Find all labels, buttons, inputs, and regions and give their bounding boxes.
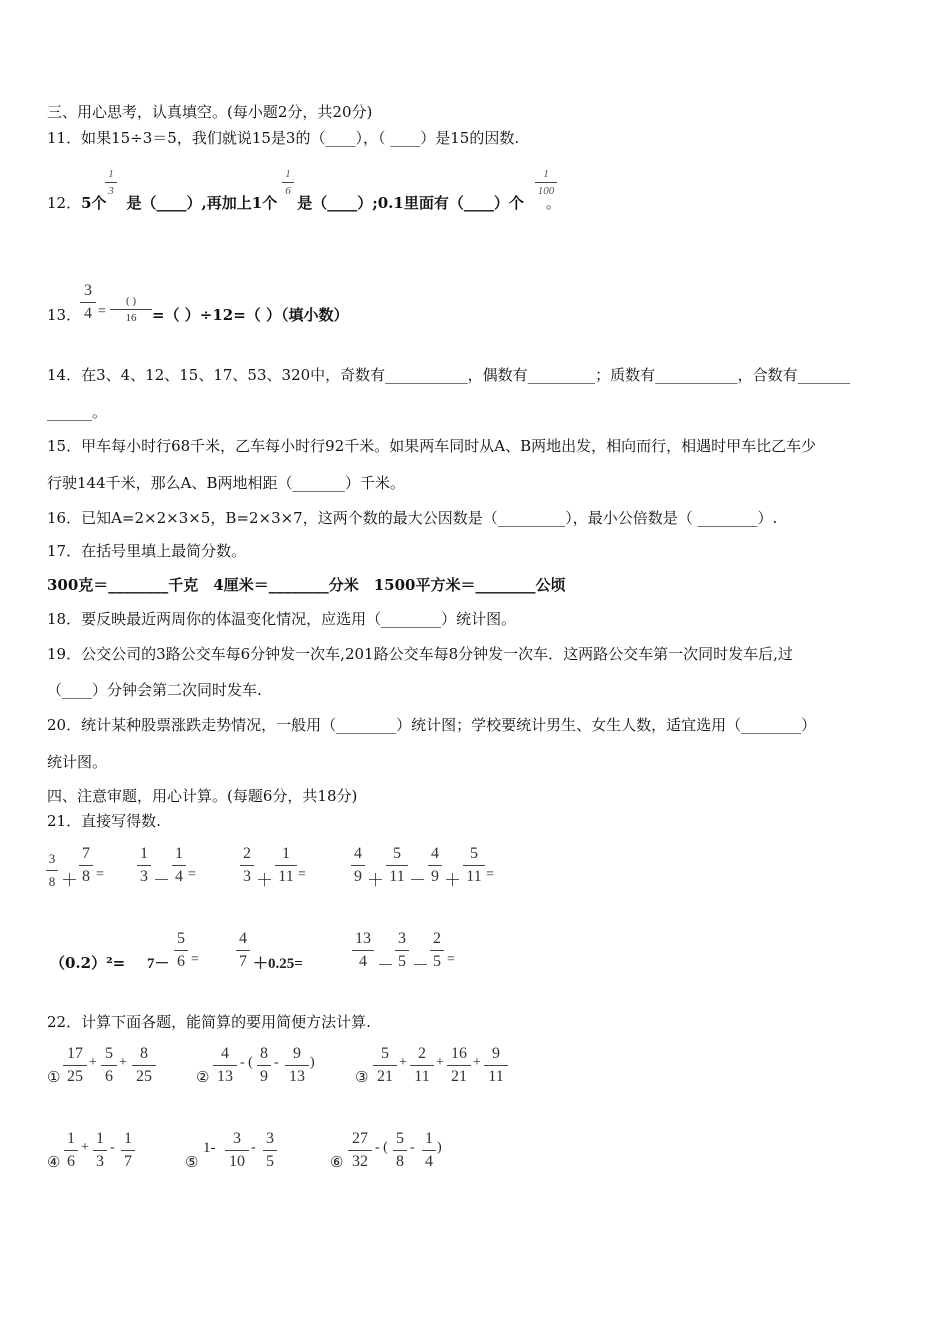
question-19: 19．公交公司的3路公交车每6分钟发一次车,201路公交车每8分钟发一次车．这两路公交车第一次同时发车后,过 [47,645,793,663]
q22-i1-c: 8 25 [132,1045,156,1086]
q22-i3-b: 2 11 [410,1045,434,1086]
q21-r2-e4-op1: － [377,956,394,975]
q12-part4: 。 [545,194,561,212]
q21-r1-e1-a: 3 8 [46,850,58,891]
q22-i6-close: ) [437,1140,442,1155]
q21-r1-e2-op: － [153,871,170,890]
q21-r2-e2-a: 5 6 [174,930,188,971]
q22-i5-op1: - [251,1140,256,1155]
q22-i3-e: 9 11 [484,1045,508,1086]
q22-i3-c: 16 21 [447,1045,471,1086]
question-20-cont: 统计图。 [47,753,108,771]
q12-num: 12． [47,194,82,212]
q21-r2-e4-eq: = [447,952,455,967]
question-14-cont: ______。 [47,403,108,421]
q22-item6-label: ⑥ [330,1153,344,1171]
q21-r1-e4-e: 5 11 [463,845,485,886]
q22-item5-label: ⑤ [185,1153,199,1171]
q21-r1-e2-a: 1 3 [137,845,151,886]
question-16: 16．已知A=2×2×3×5，B=2×3×7，这两个数的最大公因数是（_________），最小公倍数是（ ________）. [47,509,778,527]
q22-i1-b: 5 6 [101,1045,117,1086]
q22-i4-b: 1 3 [93,1130,107,1171]
q13-fraction-1: 3 4 [80,282,96,323]
q22-i5-a: 3 10 [225,1130,249,1171]
q21-r2-e3-post: ＋0.25= [253,956,303,972]
q22-i2-close: ) [310,1055,315,1070]
q22-i4-c: 1 7 [121,1130,135,1171]
q21-r1-e4-op3: ＋ [444,871,461,890]
q22-i6-c: 1 4 [422,1130,436,1171]
q21-r2-e3-a: 4 7 [236,930,250,971]
q22-i6-op1: - ( [375,1140,388,1155]
question-18: 18．要反映最近两周你的体温变化情况，应选用（________）统计图。 [47,610,517,628]
question-15-cont: 行驶144千米，那么A、B两地相距（_______）千米。 [47,474,405,492]
q21-r1-e2-b: 1 4 [172,845,186,886]
q21-r1-e4-c: 4 9 [428,845,442,886]
q22-item4-label: ④ [47,1153,61,1171]
q22-i3-op1: + [399,1055,407,1070]
q22-i4-op2: - [110,1140,115,1155]
question-11: 11．如果15÷3＝5，我们就说15是3的（____），（ ____）是15的因数. [47,129,520,147]
question-20: 20．统计某种股票涨跌走势情况，一般用（________）统计图；学校要统计男生、女生人数，适宜选用（________） [47,716,817,734]
q21-r1-e3-a: 2 3 [240,845,254,886]
q21-r1-e1-b: 7 8 [79,845,93,886]
q13-rest: =（ ）÷12=（ ）（填小数） [152,306,349,324]
q22-i2-c: 9 13 [285,1045,309,1086]
question-17: 17．在括号里填上最简分数。 [47,542,247,560]
question-14: 14．在3、4、12、15、17、53、320中，奇数有___________，偶数有_________；质数有___________，合数有_______ [47,366,851,384]
q13-num: 13． [47,306,82,324]
q21-r2-e4-b: 3 5 [395,930,409,971]
q21-r2-e2-pre: 7－ [147,956,170,972]
q22-i5-pre: 1- [203,1140,216,1156]
q21-r1-e4-op1: ＋ [367,871,384,890]
q21-r1-e4-eq: = [486,867,494,882]
q22-i1-a: 17 25 [63,1045,87,1086]
q21-r2-e4-c: 2 5 [430,930,444,971]
q21-r2-e2-eq: = [191,952,199,967]
q21-r1-e3-op: ＋ [256,871,273,890]
q21-r1-e4-op2: － [409,871,426,890]
q22-i3-op2: + [436,1055,444,1070]
question-19-cont: （____）分钟会第二次同时发车. [47,681,262,699]
q22-i2-a: 4 13 [213,1045,237,1086]
q21-r1-e3-b: 1 11 [275,845,297,886]
question-17-items: 300克＝________千克 4厘米＝________分米 1500平方米＝________公顷 [47,576,566,594]
q22-item1-label: ① [47,1068,61,1086]
q22-i6-b: 5 8 [393,1130,407,1171]
q22-item3-label: ③ [355,1068,369,1086]
q22-i2-b: 8 9 [257,1045,271,1086]
section3-heading: 三、用心思考，认真填空。(每小题2分，共20分) [47,103,373,121]
q22-i1-op1: + [89,1055,97,1070]
q21-r2-e4-a: 13 4 [352,930,374,971]
q21-r1-e4-a: 4 9 [351,845,365,886]
q21-r1-e1-op: ＋ [61,871,78,890]
q21-r2-e4-op2: － [412,956,429,975]
q22-i6-op2: - [410,1140,415,1155]
section4-heading: 四、注意审题，用心计算。(每题6分，共18分) [47,787,358,805]
q22-i2-op1: - ( [240,1055,253,1070]
q21-r1-e1-eq: = [96,867,104,882]
q22-i4-a: 1 6 [64,1130,78,1171]
q22-item2-label: ② [196,1068,210,1086]
q12-fraction-1: 1 3 [105,168,117,197]
q13-equals: = [98,304,106,319]
q12-part2: 是（____）,再加上1个 [126,194,278,212]
q22-i4-op1: + [81,1140,89,1155]
q13-fraction-2: ( ) 16 [110,295,152,324]
question-22: 22．计算下面各题，能简算的要用简便方法计算. [47,1013,371,1031]
q12-part3: 是（____）;0.1里面有（____）个 [297,194,524,212]
q21-r1-e4-b: 5 11 [386,845,408,886]
q21-r1-e2-eq: = [188,867,196,882]
q22-i5-b: 3 5 [263,1130,277,1171]
q22-i3-op3: + [473,1055,481,1070]
q22-i3-a: 5 21 [373,1045,397,1086]
question-12 [47,193,910,213]
q21-r2-e1: （0.2）²= [50,954,126,972]
q22-i6-a: 27 32 [348,1130,372,1171]
q22-i1-op2: + [119,1055,127,1070]
q21-r1-e3-eq: = [298,867,306,882]
q22-i2-op2: - [274,1055,279,1070]
q12-fraction-3: 1 100 [535,168,557,197]
q12-part1: 5个 [81,194,107,212]
question-15: 15．甲车每小时行68千米，乙车每小时行92千米。如果两车同时从A、B两地出发，相向而行，相遇时甲车比乙车少 [47,437,817,455]
question-21: 21．直接写得数. [47,812,161,830]
q12-fraction-2: 1 6 [282,168,294,197]
